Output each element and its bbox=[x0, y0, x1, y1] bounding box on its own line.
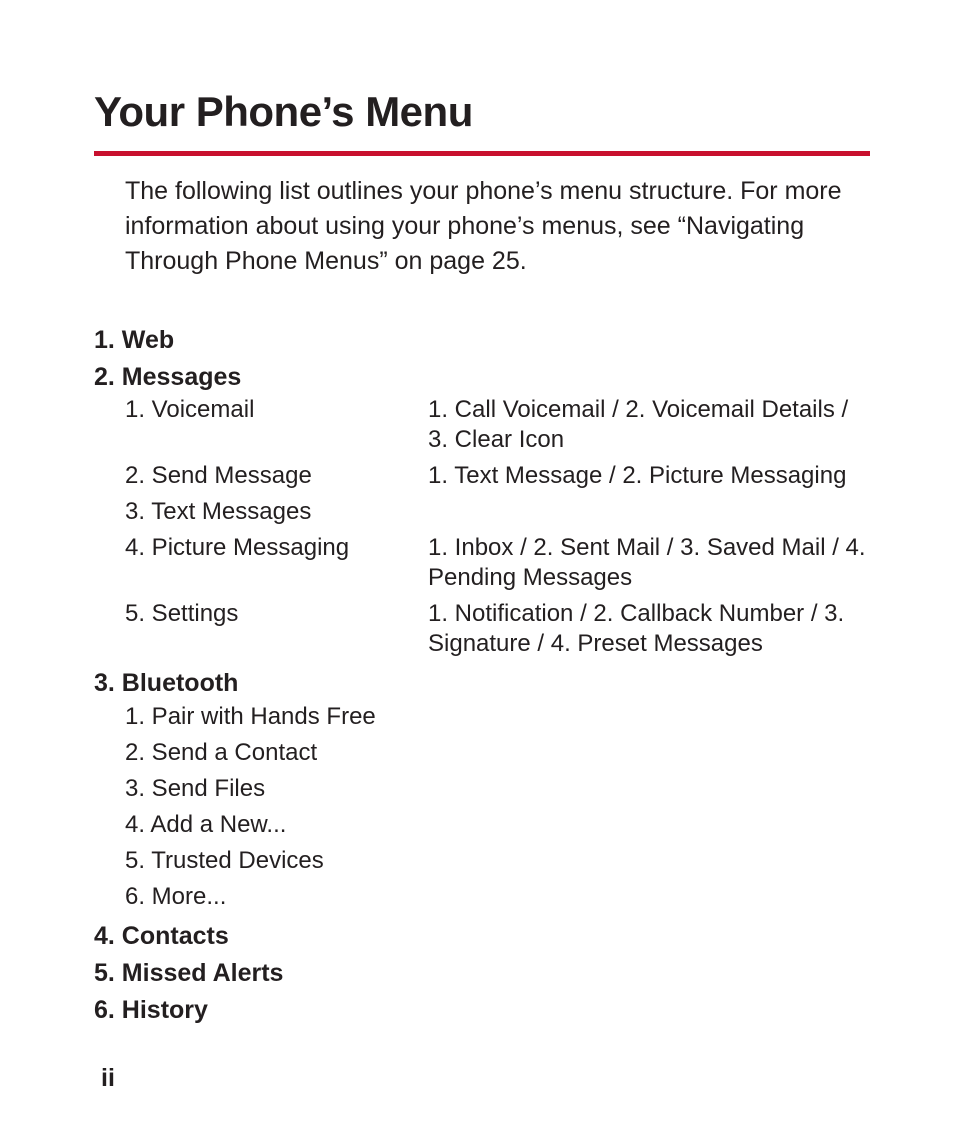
submenu-label: 3. Text Messages bbox=[125, 498, 312, 525]
menu-item-bluetooth: 3. Bluetooth bbox=[94, 669, 239, 697]
title-rule-divider bbox=[94, 151, 870, 156]
submenu-item-add-new: 4. Add a New... bbox=[125, 811, 287, 838]
submenu-item-picture-messaging bbox=[94, 533, 874, 599]
menu-structure-list bbox=[94, 322, 874, 1029]
menu-item-missed-alerts: 5. Missed Alerts bbox=[94, 959, 284, 987]
page-title: Your Phone’s Menu bbox=[94, 88, 473, 135]
submenu-label: 4. Picture Messaging bbox=[125, 534, 350, 561]
submenu-label: 2. Send Message bbox=[125, 462, 312, 489]
submenu-detail: 1. Call Voicemail / 2. Voicemail Details / 3. Clear Icon bbox=[428, 396, 849, 453]
submenu-label: 1. Voicemail bbox=[125, 396, 255, 423]
intro-paragraph: The following list outlines your phone’s menu structure. For more information about using your phone’s menus, see “Navigating Through Phone Menus” on page 25. bbox=[125, 177, 842, 275]
submenu-item-send-contact: 2. Send a Contact bbox=[125, 739, 318, 766]
menu-item-history: 6. History bbox=[94, 996, 208, 1024]
menu-item-contacts: 4. Contacts bbox=[94, 922, 229, 950]
submenu-detail: 1. Inbox / 2. Sent Mail / 3. Saved Mail / 4. Pending Messages bbox=[428, 534, 866, 591]
submenu-item-voicemail bbox=[94, 395, 874, 461]
submenu-item-send-message bbox=[94, 461, 874, 497]
submenu-detail: 1. Text Message / 2. Picture Messaging bbox=[428, 462, 847, 489]
menu-item-web: 1. Web bbox=[94, 326, 175, 354]
page-number: ii bbox=[101, 1064, 115, 1092]
submenu-item-pair-hands-free: 1. Pair with Hands Free bbox=[125, 703, 376, 730]
menu-item-messages: 2. Messages bbox=[94, 363, 242, 391]
submenu-item-settings bbox=[94, 599, 874, 665]
submenu-item-send-files: 3. Send Files bbox=[125, 775, 266, 802]
submenu-label: 5. Settings bbox=[125, 600, 239, 627]
submenu-detail: 1. Notification / 2. Callback Number / 3. Signature / 4. Preset Messages bbox=[428, 600, 845, 657]
submenu-item-more: 6. More... bbox=[125, 883, 227, 910]
submenu-item-text-messages bbox=[94, 497, 874, 533]
submenu-item-trusted-devices: 5. Trusted Devices bbox=[125, 847, 324, 874]
